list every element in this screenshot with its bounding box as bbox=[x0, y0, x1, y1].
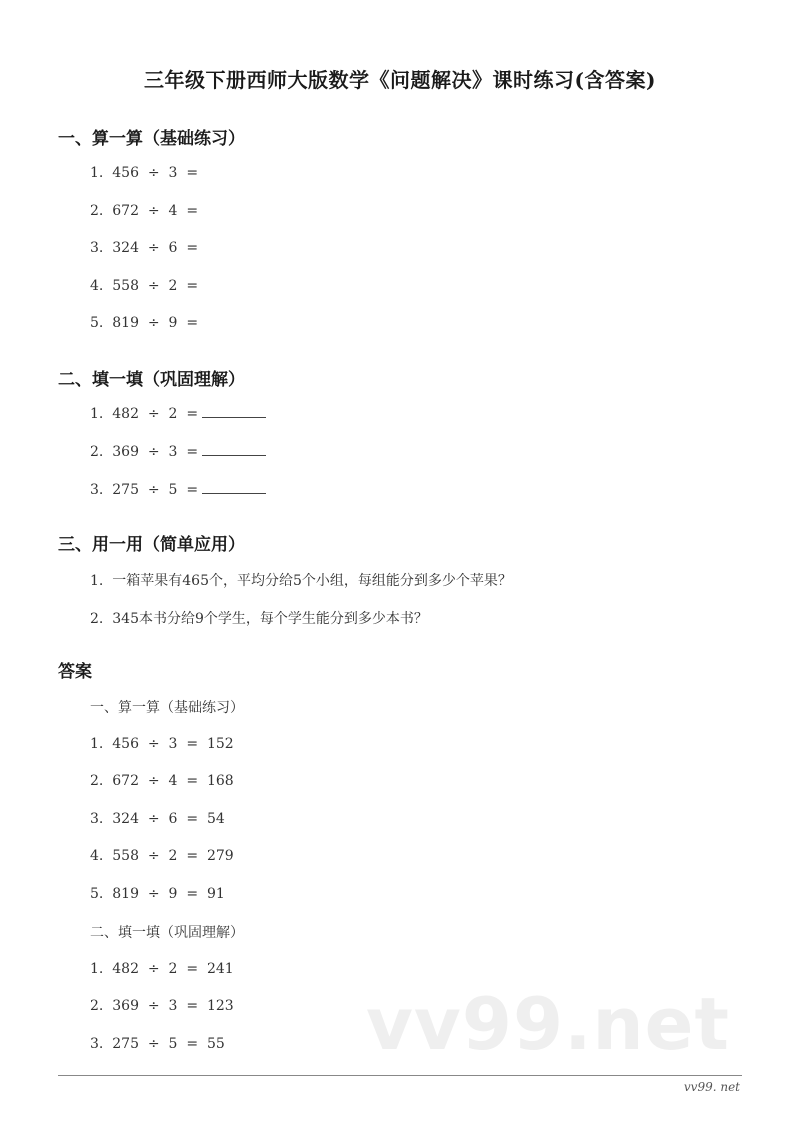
answers-subheading-basic: 一、算一算（基础练习） bbox=[90, 700, 244, 716]
section-heading-apply: 三、用一用（简单应用） bbox=[58, 535, 245, 555]
exercise-item: 4. 558 ÷ 2 = bbox=[90, 278, 199, 294]
fill-item bbox=[90, 481, 266, 498]
fill-item bbox=[90, 405, 266, 422]
answer-item: 2. 369 ÷ 3 = 123 bbox=[90, 998, 234, 1014]
answers-subheading-fill: 二、填一填（巩固理解） bbox=[90, 925, 244, 941]
answer-blank bbox=[202, 405, 266, 418]
fill-item-text: 1. 482 ÷ 2 = bbox=[90, 406, 199, 422]
answer-blank bbox=[202, 481, 266, 494]
exercise-item: 1. 456 ÷ 3 = bbox=[90, 165, 199, 181]
section-heading-fill: 二、填一填（巩固理解） bbox=[58, 370, 245, 390]
watermark: vv99.net bbox=[366, 982, 730, 1066]
answers-heading: 答案 bbox=[58, 662, 92, 682]
answer-item: 3. 275 ÷ 5 = 55 bbox=[90, 1036, 225, 1052]
word-problem: 2. 345本书分给9个学生，每个学生能分到多少本书？ bbox=[90, 611, 428, 627]
answer-item: 4. 558 ÷ 2 = 279 bbox=[90, 848, 234, 864]
fill-item bbox=[90, 443, 266, 460]
answer-item: 3. 324 ÷ 6 = 54 bbox=[90, 811, 225, 827]
fill-item-text: 2. 369 ÷ 3 = bbox=[90, 444, 199, 460]
fill-item-text: 3. 275 ÷ 5 = bbox=[90, 482, 199, 498]
answer-item: 5. 819 ÷ 9 = 91 bbox=[90, 886, 225, 902]
exercise-item: 5. 819 ÷ 9 = bbox=[90, 315, 199, 331]
word-problem: 1. 一箱苹果有465个，平均分给5个小组，每组能分到多少个苹果？ bbox=[90, 573, 512, 589]
exercise-item: 3. 324 ÷ 6 = bbox=[90, 240, 199, 256]
answer-blank bbox=[202, 443, 266, 456]
page-title: 三年级下册西师大版数学《问题解决》课时练习(含答案) bbox=[144, 68, 656, 92]
footer-divider bbox=[58, 1075, 742, 1076]
answer-item: 2. 672 ÷ 4 = 168 bbox=[90, 773, 234, 789]
footer-site-label: vv99. net bbox=[683, 1080, 740, 1094]
exercise-item: 2. 672 ÷ 4 = bbox=[90, 203, 199, 219]
answer-item: 1. 456 ÷ 3 = 152 bbox=[90, 736, 234, 752]
answer-item: 1. 482 ÷ 2 = 241 bbox=[90, 961, 234, 977]
section-heading-basic: 一、算一算（基础练习） bbox=[58, 129, 245, 149]
